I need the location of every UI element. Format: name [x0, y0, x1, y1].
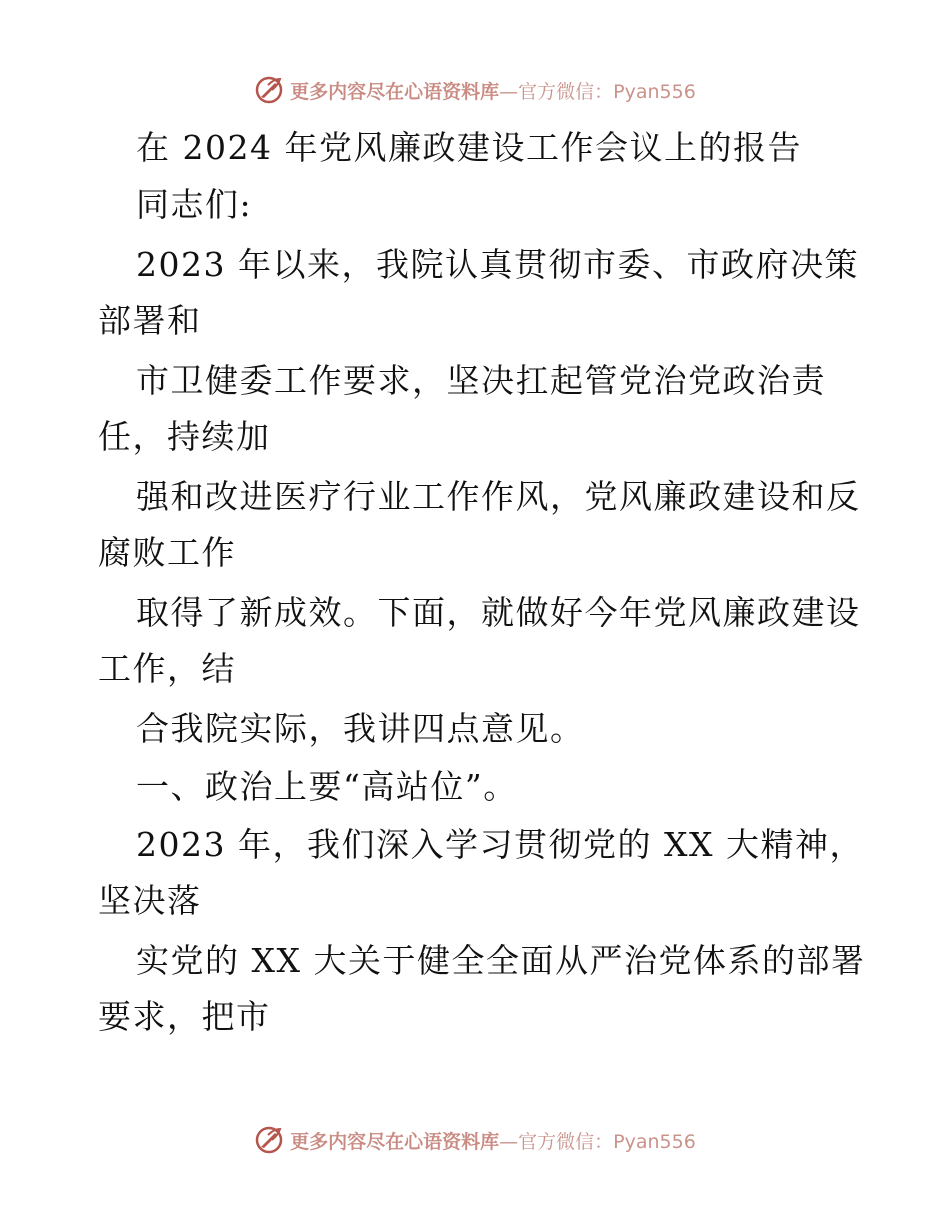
watermark-header — [0, 70, 950, 110]
watermark-text — [290, 1127, 696, 1154]
red-quill-emblem-icon — [254, 1125, 284, 1155]
text-line: 坚决落 — [98, 881, 202, 920]
document-title: 在 2024 年党风廉政建设工作会议上的报告 — [136, 128, 802, 167]
text-line: 取得了新成效。下面，就做好今年党风廉政建设 — [136, 593, 861, 632]
text-line: 部署和 — [98, 301, 202, 340]
watermark-footer — [0, 1120, 950, 1160]
watermark-brand: 更多内容尽在心语资料库 — [290, 80, 500, 103]
text-line: 工作，结 — [98, 649, 236, 688]
watermark-contact: 官方微信：Pyan556 — [518, 80, 696, 103]
watermark-text — [290, 77, 696, 104]
red-quill-emblem-icon — [254, 75, 284, 105]
text-line: 实党的 XX 大关于健全全面从严治党体系的部署 — [136, 941, 866, 980]
watermark-contact: 官方微信：Pyan556 — [518, 1130, 696, 1153]
text-line: 强和改进医疗行业工作作风，党风廉政建设和反 — [136, 477, 861, 516]
watermark-separator: — — [499, 1130, 519, 1153]
watermark-brand: 更多内容尽在心语资料库 — [290, 1130, 500, 1153]
text-line: 合我院实际，我讲四点意见。 — [136, 709, 585, 748]
text-line: 任，持续加 — [98, 417, 271, 456]
salutation: 同志们: — [136, 185, 253, 224]
text-line: 要求，把市 — [98, 997, 271, 1036]
text-line: 2023 年以来，我院认真贯彻市委、市政府决策 — [136, 245, 859, 284]
section-heading: 一、政治上要“高站位”。 — [136, 767, 518, 806]
text-line: 2023 年，我们深入学习贯彻党的 XX 大精神， — [136, 825, 864, 864]
watermark-separator: — — [499, 80, 519, 103]
text-line: 市卫健委工作要求，坚决扛起管党治党政治责 — [136, 361, 826, 400]
text-line: 腐败工作 — [98, 533, 236, 572]
